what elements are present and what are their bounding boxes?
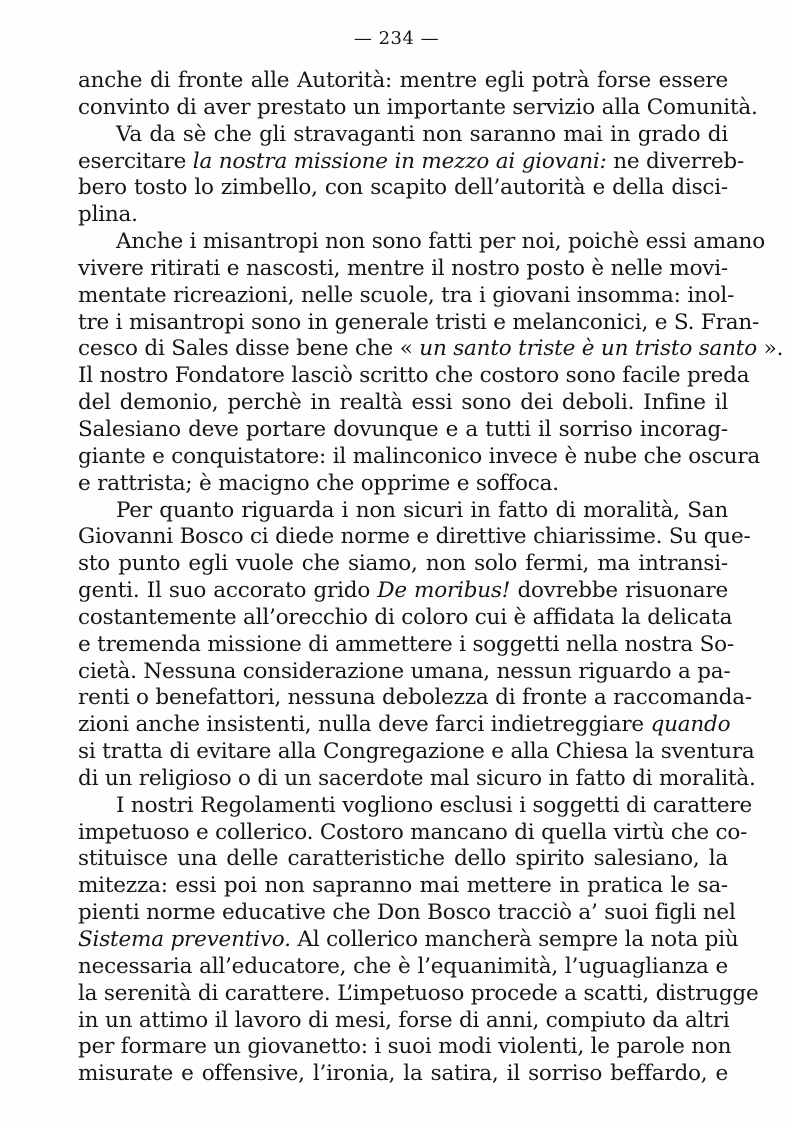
text-line	[78, 498, 728, 525]
text-line	[78, 980, 759, 1008]
text-line	[78, 551, 728, 578]
text-run: zioni anche insistenti, nulla deve farci indietreggiare	[78, 712, 651, 738]
text-line	[78, 68, 728, 95]
text-run: ne diverreb-	[606, 148, 745, 174]
text-line	[78, 1061, 728, 1088]
text-line	[78, 712, 731, 739]
text-line	[78, 685, 752, 712]
text-run: Giovanni Bosco ci diede norme e direttive chiarissime. Su que-	[78, 524, 751, 550]
text-run: la serenità di carattere. L’impetuoso procede a scatti, distrugge	[78, 980, 759, 1006]
text-run: dovrebbe risuonare	[510, 578, 728, 604]
text-line	[78, 846, 728, 873]
text-run: costantemente all’orecchio di coloro cui è affidata la delicata	[78, 604, 733, 630]
text-line	[78, 417, 728, 444]
text-run: anche di fronte alle Autorità: mentre egli potrà forse essere	[78, 68, 728, 93]
text-run: stituisce una delle caratteristiche dello spirito salesiano, la	[78, 846, 728, 872]
text-run: misurate e offensive, l’ironia, la satira, il sorriso beffardo, e	[78, 1061, 728, 1087]
text-line	[78, 631, 734, 659]
text-line	[78, 309, 760, 337]
text-run: esercitare	[78, 148, 193, 174]
text-run: giante e conquistatore: il malinconico invece è nube che oscura	[78, 443, 761, 469]
text-run: necessaria all’educatore, che è l’equanimità, l’uguaglianza e	[78, 953, 728, 979]
text-line	[78, 578, 728, 605]
text-run: e rattrista; è macigno che opprime e soffoca.	[78, 470, 559, 496]
text-run: cesco di Sales disse bene che «	[78, 336, 420, 362]
text-run: per formare un giovanetto: i suoi modi violenti, le parole non	[78, 1034, 732, 1060]
text-run: Anche i misantropi non sono fatti per noi, poichè essi amano	[116, 229, 765, 255]
text-line	[78, 1008, 728, 1035]
text-run: ».	[756, 336, 784, 362]
text-line	[78, 1034, 732, 1061]
text-line	[78, 765, 756, 793]
text-line	[78, 336, 784, 363]
text-line	[78, 954, 728, 981]
text-line	[78, 739, 755, 766]
text-run: mentate ricreazioni, nelle scuole, tra i giovani insomma: inol-	[78, 282, 735, 308]
text-line	[78, 927, 739, 954]
italic-text-run: De moribus!	[377, 578, 511, 604]
text-line	[78, 658, 731, 686]
text-run: impetuoso e collerico. Costoro mancano di quella virtù che co-	[78, 819, 748, 845]
text-line	[78, 363, 750, 390]
text-run: pienti norme educative che Don Bosco tracciò a’ suoi figli nel	[78, 900, 736, 926]
text-line	[78, 819, 748, 847]
text-line	[78, 229, 765, 256]
text-line	[78, 94, 758, 122]
text-run: convinto di aver prestato un importante servizio alla Comunità.	[78, 94, 758, 120]
text-line	[78, 175, 728, 202]
text-run: Al collerico mancherà sempre la nota più	[290, 927, 739, 952]
page-number: — 234 —	[353, 28, 440, 49]
body-text	[78, 68, 784, 1088]
text-run: I nostri Regolamenti vogliono esclusi i soggetti di carattere	[116, 792, 753, 818]
text-run: mitezza: essi poi non sapranno mai mettere in pratica le sa-	[78, 873, 728, 899]
text-run: tre i misantropi sono in generale tristi e melanconici, e S. Fran-	[78, 309, 760, 335]
text-run: Salesiano deve portare dovunque e a tutti il sorriso incorag-	[78, 416, 728, 442]
text-run: Per quanto riguarda i non sicuri in fatto di moralità, San	[116, 497, 728, 523]
italic-text-run: quando	[650, 712, 731, 738]
italic-text-run: un santo triste è un tristo santo	[419, 336, 757, 362]
text-line	[78, 202, 728, 229]
text-run: di un religioso o di un sacerdote mal sicuro in fatto di moralità.	[78, 765, 756, 791]
italic-text-run: la nostra missione in mezzo ai giovani:	[192, 148, 607, 174]
text-run: vivere ritirati e nascosti, mentre il nostro posto è nelle movi-	[78, 255, 728, 281]
text-line	[78, 524, 751, 551]
text-run: genti. Il suo accorato grido	[78, 578, 378, 604]
text-run: renti o benefattori, nessuna debolezza di fronte a raccomanda-	[78, 685, 752, 711]
text-run: si tratta di evitare alla Congregazione e alla Chiesa la sventura	[78, 739, 755, 765]
text-line	[78, 873, 728, 900]
text-run: in un attimo il lavoro di mesi, forse di anni, compiuto da altri	[78, 1007, 730, 1033]
text-run: sto punto egli vuole che siamo, non solo fermi, ma intransi-	[78, 551, 728, 577]
text-run: cietà. Nessuna considerazione umana, nessun riguardo a pa-	[78, 658, 731, 684]
text-run: Va da sè che gli stravaganti non saranno mai in grado di	[116, 121, 728, 147]
italic-text-run: Sistema preventivo.	[78, 927, 291, 952]
text-line	[78, 282, 735, 310]
text-line	[78, 390, 728, 417]
text-line	[78, 900, 736, 927]
text-line	[78, 256, 728, 283]
text-run: plina.	[78, 202, 138, 228]
text-line	[78, 443, 761, 471]
text-line	[78, 148, 745, 176]
text-run: del demonio, perchè in realtà essi sono dei deboli. Infine il	[78, 390, 728, 416]
text-run: bero tosto lo zimbello, con scapito dell’autorità e della disci-	[78, 175, 728, 201]
text-line	[78, 471, 728, 498]
text-line	[78, 604, 733, 632]
text-line	[78, 792, 753, 820]
text-run: e tremenda missione di ammettere i soggetti nella nostra So-	[78, 631, 734, 657]
text-run: Il nostro Fondatore lasciò scritto che costoro sono facile preda	[78, 363, 750, 389]
text-line	[78, 122, 728, 149]
